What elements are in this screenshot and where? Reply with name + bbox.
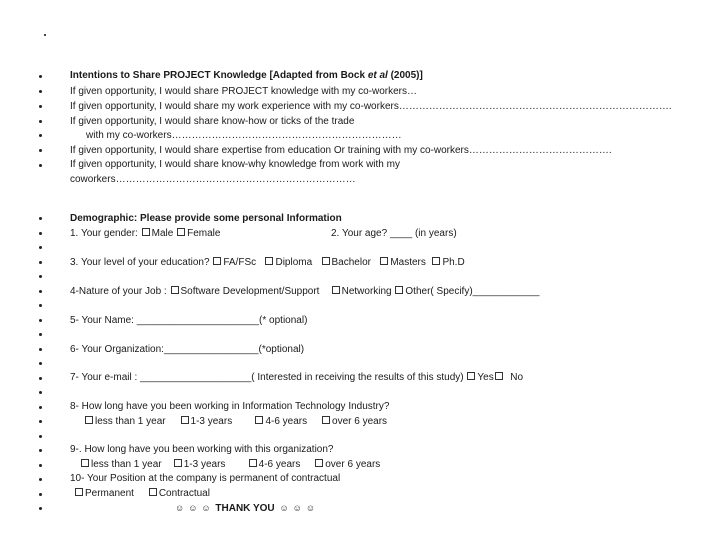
share-title-italic: et al [367, 70, 388, 81]
education-label: 3. Your level of your education? [70, 257, 210, 268]
q8-opt1-checkbox[interactable] [85, 416, 93, 424]
q8-options [84, 416, 387, 428]
gender-row [70, 228, 220, 240]
q9-question: 9-. How long have you been working with this organization? [70, 444, 334, 455]
email-row [70, 372, 523, 384]
bullet-icon [39, 449, 42, 452]
bullet-icon [39, 362, 42, 365]
q8-opt3-checkbox[interactable] [255, 416, 263, 424]
q8-opt2-label: 1-3 years [190, 416, 233, 427]
female-checkbox[interactable] [177, 228, 185, 236]
q8-opt4-checkbox[interactable] [322, 416, 330, 424]
job-networking-checkbox[interactable] [332, 286, 340, 294]
bullet-icon [39, 246, 42, 249]
bullet-icon [39, 75, 42, 78]
bullet-icon [39, 164, 42, 167]
job-label: 4-Nature of your Job : [70, 286, 167, 297]
edu-diploma-label: Diploma [275, 257, 313, 268]
q9-opt2-checkbox[interactable] [174, 459, 182, 467]
q8-opt2-checkbox[interactable] [181, 416, 189, 424]
bullet-icon [39, 377, 42, 380]
smiley-icon: ☺ [292, 503, 302, 513]
q9-opt3-checkbox[interactable] [249, 459, 257, 467]
bullet-icon [39, 420, 42, 423]
thank-you-text: THANK YOU [215, 503, 275, 514]
bullet-icon [39, 290, 42, 293]
email-yes-label: Yes [477, 372, 494, 383]
job-software-checkbox[interactable] [171, 286, 179, 294]
edu-bachelor-checkbox[interactable] [322, 257, 330, 265]
job-other-label: Other( Specify)____________ [405, 286, 540, 297]
bullet-icon [39, 478, 42, 481]
bullet-icon [39, 275, 42, 278]
email-no-checkbox[interactable] [495, 372, 503, 380]
share-item-3: If given opportunity, I would share know-how or ticks of the trade [70, 116, 355, 127]
age-question: 2. Your age? ____ (in years) [331, 228, 457, 239]
gender-label: 1. Your gender: [70, 228, 138, 239]
edu-bachelor-label: Bachelor [331, 257, 371, 268]
bullet-icon [39, 507, 42, 510]
q8-question: 8- How long have you been working in Information Technology Industry? [70, 401, 390, 412]
job-other-checkbox[interactable] [395, 286, 403, 294]
q9-opt1-checkbox[interactable] [81, 459, 89, 467]
edu-phd-checkbox[interactable] [432, 257, 440, 265]
demographic-heading: Demographic: Please provide some personal Information [70, 213, 342, 224]
bullet-icon [39, 435, 42, 438]
bullet-icon [39, 391, 42, 394]
q8-opt1-label: less than 1 year [95, 416, 166, 427]
bullet-icon [39, 232, 42, 235]
organization-question: 6- Your Organization:_________________(*optional) [70, 344, 305, 355]
share-item-5: If given opportunity, I would share know-why knowledge from work with my [70, 159, 400, 170]
name-question: 5- Your Name: ______________________(* optional) [70, 315, 308, 326]
share-item-2: If given opportunity, I would share my work experience with my co-workers………………………………………………………………………. [70, 101, 672, 112]
q10-question: 10- Your Position at the company is permanent of contractual [70, 473, 341, 484]
bullet-icon [39, 90, 42, 93]
education-row [70, 257, 465, 269]
bullet-icon [39, 217, 42, 220]
job-software-label: Software Development/Support [180, 286, 320, 297]
male-checkbox[interactable] [142, 228, 150, 236]
male-label: Male [151, 228, 174, 239]
q9-opt3-label: 4-6 years [258, 459, 301, 470]
smiley-icon: ☺ [175, 503, 185, 513]
job-row [70, 286, 539, 298]
edu-diploma-checkbox[interactable] [265, 257, 273, 265]
q10-permanent-label: Permanent [85, 488, 134, 499]
bullet-icon [39, 120, 42, 123]
edu-phd-label: Ph.D [442, 257, 465, 268]
bullet-icon [39, 319, 42, 322]
q9-options [80, 459, 380, 471]
bullet-icon [39, 261, 42, 264]
share-item-4: If given opportunity, I would share expertise from education Or training with my co-workers……………………………………. [70, 145, 612, 156]
q10-options [74, 488, 210, 500]
share-title-end: (2005)] [387, 70, 423, 81]
smiley-icon: ☺ [305, 503, 316, 513]
edu-masters-label: Masters [390, 257, 426, 268]
bullet-icon [39, 493, 42, 496]
bullet-icon [39, 105, 42, 108]
q8-opt3-label: 4-6 years [265, 416, 308, 427]
smiley-icon: ☺ [188, 503, 198, 513]
q10-contractual-label: Contractual [158, 488, 210, 499]
q10-contractual-checkbox[interactable] [149, 488, 157, 496]
share-title [70, 70, 423, 82]
share-item-1: If given opportunity, I would share PROJECT knowledge with my co-workers… [70, 86, 417, 97]
bullet-icon [39, 304, 42, 307]
bullet-icon [39, 333, 42, 336]
share-item-3-cont: with my co-workers…………………………………………………………… [86, 130, 402, 141]
edu-fa-label: FA/FSc [223, 257, 257, 268]
q10-permanent-checkbox[interactable] [75, 488, 83, 496]
female-label: Female [187, 228, 221, 239]
bullet-icon [39, 134, 42, 137]
q9-opt2-label: 1-3 years [183, 459, 226, 470]
q9-opt4-label: over 6 years [325, 459, 381, 470]
smiley-icon: ☺ [201, 503, 211, 513]
q8-opt4-label: over 6 years [332, 416, 388, 427]
job-networking-label: Networking [341, 286, 392, 297]
stray-mark [44, 34, 46, 36]
bullet-icon [39, 464, 42, 467]
q9-opt4-checkbox[interactable] [315, 459, 323, 467]
edu-fa-checkbox[interactable] [213, 257, 221, 265]
email-yes-checkbox[interactable] [467, 372, 475, 380]
smiley-icon: ☺ [279, 503, 289, 513]
q9-opt1-label: less than 1 year [91, 459, 162, 470]
edu-masters-checkbox[interactable] [380, 257, 388, 265]
share-title-text: Intentions to Share PROJECT Knowledge [Adapted from Bock [70, 70, 368, 81]
email-no-label: No [510, 372, 524, 383]
share-item-5-cont: coworkers……………………………………………………………… [70, 174, 356, 185]
email-question: 7- Your e-mail : ____________________( Interested in receiving the results of this study) [70, 372, 464, 383]
bullet-icon [39, 348, 42, 351]
thank-you-row [173, 502, 317, 515]
bullet-icon [39, 149, 42, 152]
bullet-icon [39, 406, 42, 409]
